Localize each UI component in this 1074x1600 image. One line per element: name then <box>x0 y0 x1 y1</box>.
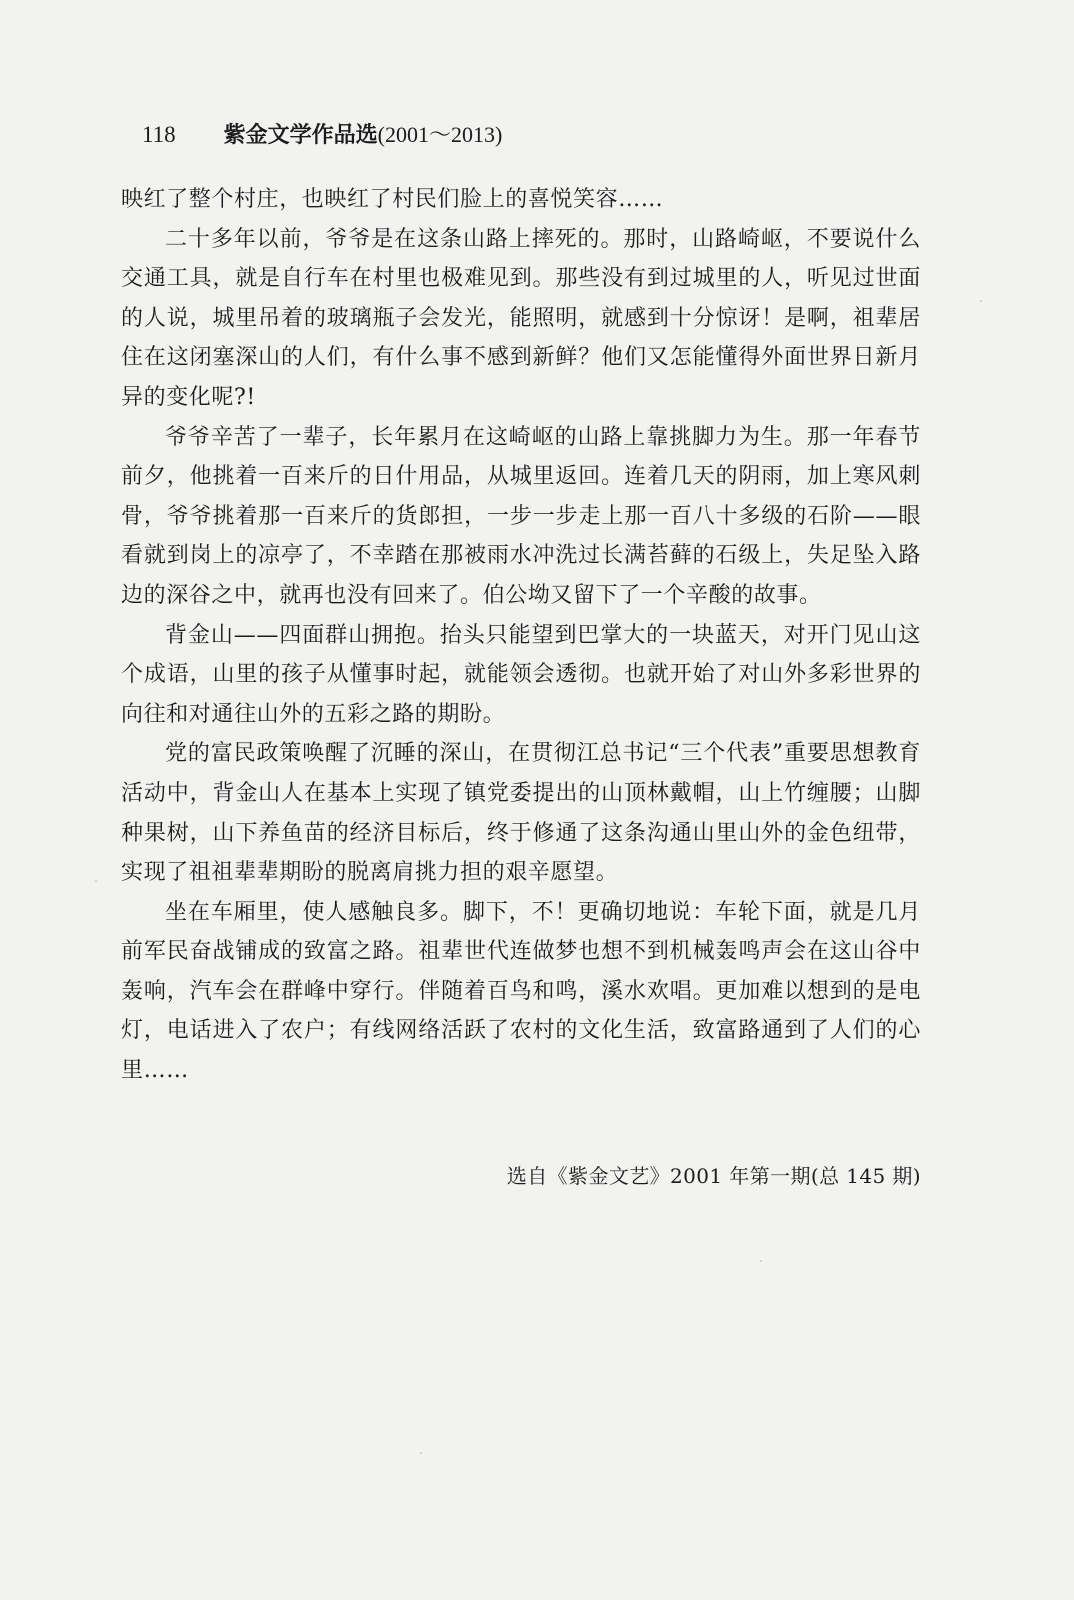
paragraph-continuation: 映红了整个村庄，也映红了村民们脸上的喜悦笑容…… <box>121 187 664 212</box>
source-citation: 选自《紫金文艺》2001 年第一期(总 145 期) <box>506 1164 921 1188</box>
page-number: 118 <box>142 122 176 147</box>
scan-speck <box>420 1452 422 1454</box>
article-body <box>121 180 921 1091</box>
scan-speck <box>980 300 982 302</box>
paragraph: 坐在车厢里，使人感触良多。脚下，不！更确切地说：车轮下面，就是几月前军民奋战铺成的致富之路。祖辈世代连做梦也想不到机械轰鸣声会在这山谷中轰响，汽车会在群峰中穿行。伴随着百鸟和鸣，溪水欢唱。更加难以想到的是电灯，电话进入了农户；有线网络活跃了农村的文化生活，致富路通到了人们的心里…… <box>121 899 921 1084</box>
paragraph: 二十多年以前，爷爷是在这条山路上摔死的。那时，山路崎岖，不要说什么交通工具，就是自行车在村里也极难见到。那些没有到过城里的人，听见过世面的人说，城里吊着的玻璃瓶子会发光，能照明，就感到十分惊讶！是啊，祖辈居住在这闭塞深山的人们，有什么事不感到新鲜？他们又怎能懂得外面世界日新月异的变化呢?! <box>121 226 921 410</box>
running-header <box>142 118 502 154</box>
scan-speck <box>95 880 97 882</box>
paragraph: 爷爷辛苦了一辈子，长年累月在这崎岖的山路上靠挑脚力为生。那一年春节前夕，他挑着一百来斤的日什用品，从城里返回。连着几天的阴雨，加上寒风刺骨，爷爷挑着那一百来斤的货郎担，一步一步走上那一百八十多级的石阶——眼看就到岗上的凉亭了，不幸踏在那被雨水冲洗过长满苔藓的石级上，失足坠入路边的深谷之中，就再也没有回来了。伯公坳又留下了一个辛酸的故事。 <box>121 424 921 608</box>
paragraph: 党的富民政策唤醒了沉睡的深山，在贯彻江总书记“三个代表”重要思想教育活动中，背金山人在基本上实现了镇党委提出的山顶林戴帽，山上竹缠腰；山脚种果树，山下养鱼苗的经济目标后，终于修通了这条沟通山里山外的金色纽带，实现了祖祖辈辈期盼的脱离肩挑力担的艰辛愿望。 <box>121 741 921 886</box>
book-year-range: (2001～2013) <box>377 122 503 147</box>
book-title: 紫金文学作品选 <box>223 123 378 148</box>
scan-speck <box>760 1260 762 1262</box>
paragraph: 背金山——四面群山拥抱。抬头只能望到巴掌大的一块蓝天，对开门见山这个成语，山里的孩子从懂事时起，就能领会透彻。也就开始了对山外多彩世界的向往和对通往山外的五彩之路的期盼。 <box>121 622 921 727</box>
